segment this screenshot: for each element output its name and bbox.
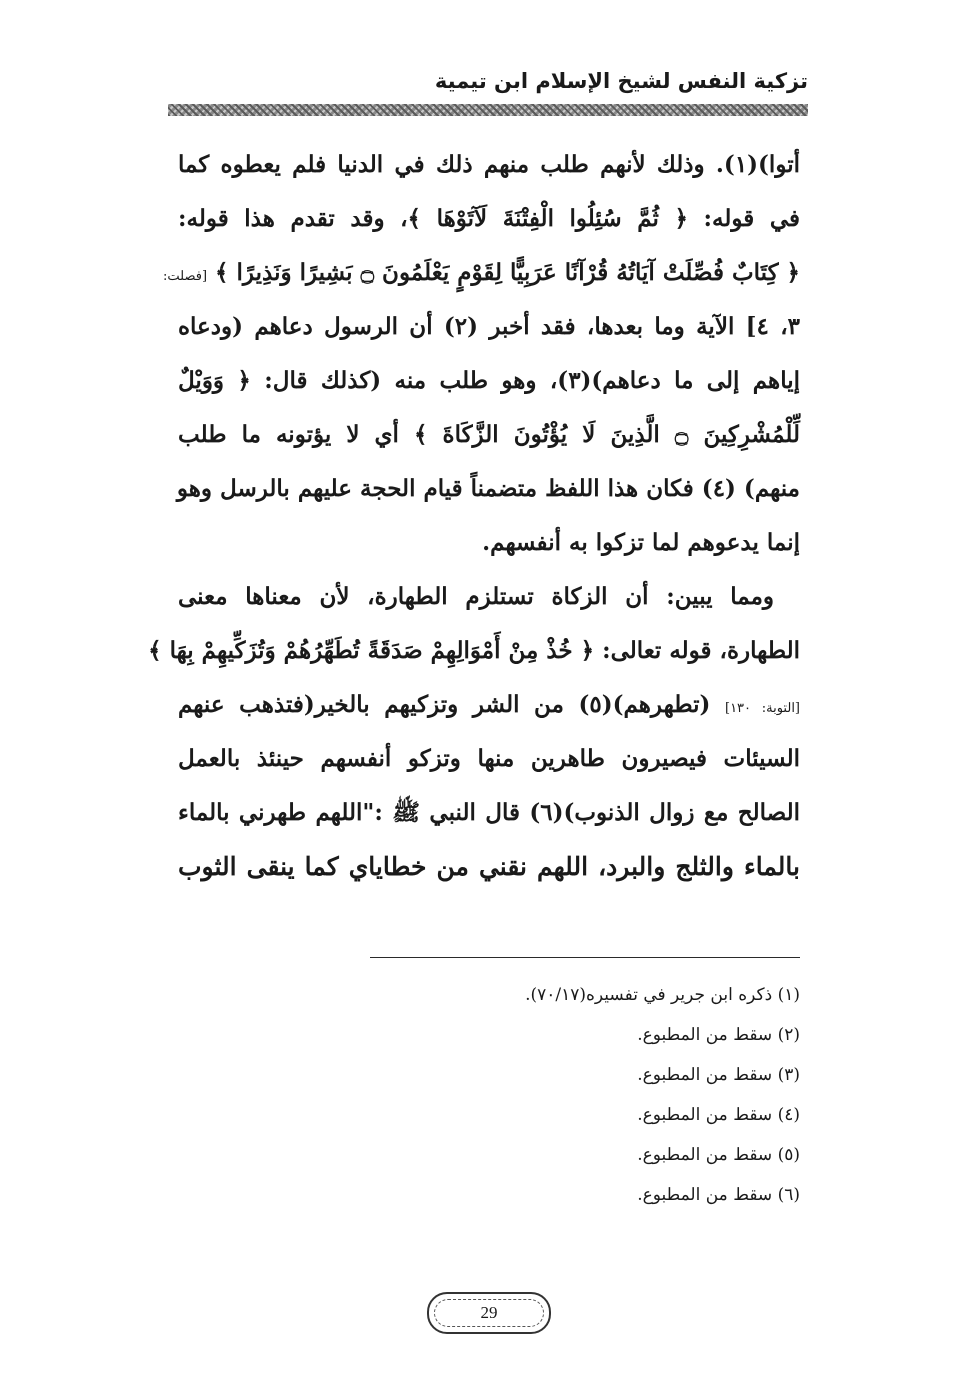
text-line: إياهم إلى ما دعاهم)(٣)، وهو طلب منه (كذلك قال: ﴿ وَوَيْلٌ xyxy=(178,367,800,394)
text-line: في قوله: ﴿ ثُمَّ سُئِلُوا الْفِتْنَةَ لَآتَوْهَا ﴾، وقد تقدم هذا قوله: xyxy=(178,205,800,232)
text-line: إنما يدعوهم لما تزكوا به أنفسهم. xyxy=(482,529,800,556)
text-fragment: (تطهرهم)(٥) من الشر وتزكيهم بالخير(فتذهب عنهم xyxy=(178,691,711,718)
text-line: لِّلْمُشْرِكِينَ ۝ الَّذِينَ لَا يُؤْتُونَ الزَّكَاةَ ﴾ أي لا يؤتونه ما طلب xyxy=(178,421,800,448)
text-line: أتوا)(١). وذلك لأنهم طلب منهم ذلك في الدنيا فلم يعطوه كما xyxy=(178,151,800,178)
text-line: السيئات فيصيرون طاهرين منها وتزكو أنفسهم حينئذ بالعمل xyxy=(178,745,800,772)
header-decorative-band xyxy=(168,104,808,116)
page-number: 29 xyxy=(480,1303,498,1322)
verse-reference: [فصلت: xyxy=(163,269,208,284)
footnote: (١) ذكره ابن جرير في تفسيره(٧٠/١٧). xyxy=(525,985,800,1005)
text-line: ومما يبين: أن الزكاة تستلزم الطهارة، لأن معناها معنى xyxy=(178,583,774,610)
footnote-divider xyxy=(370,957,800,958)
verse-reference: [التوبة: ١٣٠] xyxy=(725,701,801,716)
text-line: ٣، ٤] الآية وما بعدها، فقد أخبر (٢) أن الرسول دعاهم (ودعاه xyxy=(178,313,801,340)
text-line: الطهارة، قوله تعالى: ﴿ خُذْ مِنْ أَمْوَالِهِمْ صَدَقَةً تُطَهِّرُهُمْ وَتُزَكِّيهِمْ بِهَا ﴾ xyxy=(148,637,800,664)
footnote: (٦) سقط من المطبوع. xyxy=(637,1185,800,1205)
footnotes-block xyxy=(370,975,800,1215)
text-line: بالماء والثلج والبرد، اللهم نقني من خطاياي كما ينقى الثوب xyxy=(178,852,800,881)
footnote: (٣) سقط من المطبوع. xyxy=(637,1065,800,1085)
main-text-block xyxy=(148,138,801,894)
running-header-title: تزكية النفس لشيخ الإسلام ابن تيمية xyxy=(434,69,808,93)
text-line xyxy=(163,246,800,300)
footnote: (٥) سقط من المطبوع. xyxy=(637,1145,800,1165)
text-line: منهم) (٤) فكان هذا اللفظ متضمناً قيام الحجة عليهم بالرسل وهو xyxy=(176,475,800,502)
footnote: (٢) سقط من المطبوع. xyxy=(637,1025,800,1045)
text-line xyxy=(178,678,800,732)
text-line: الصالح مع زوال الذنوب)(٦) قال النبي ﷺ :"اللهم طهرني بالماء xyxy=(178,799,800,826)
footnote: (٤) سقط من المطبوع. xyxy=(637,1105,800,1125)
quran-verse: ﴿ كِتَابٌ فُصِّلَتْ آيَاتُهُ قُرْآنًا عَرَبِيًّا لِقَوْمٍ يَعْلَمُونَ ۝ بَشِيرًا وَنَذِيرًا ﴾ xyxy=(215,259,800,286)
